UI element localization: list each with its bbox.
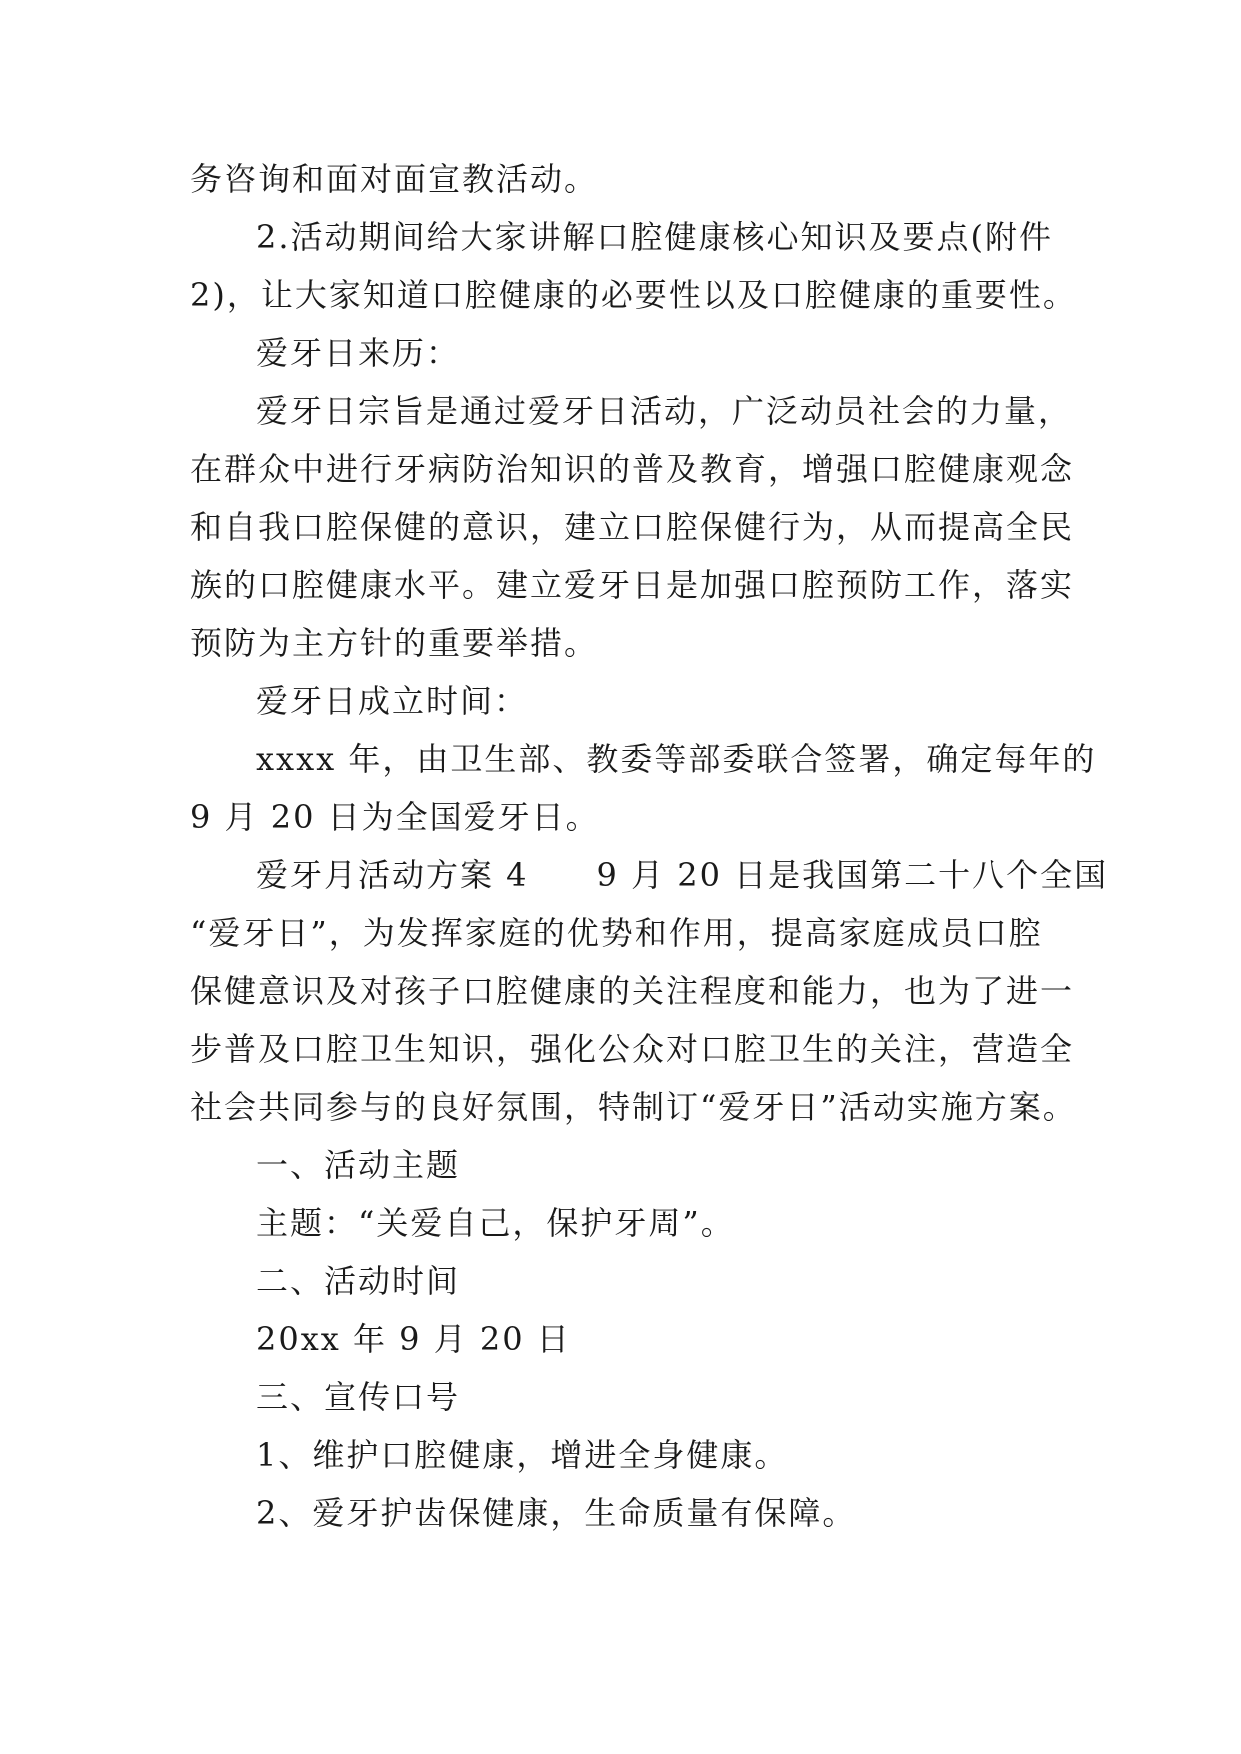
text-line: 预防为主方针的重要举措。 [190,624,599,662]
text-line: 社会共同参与的良好氛围，特制订“爱牙日”活动实施方案。 [190,1088,1077,1126]
text-line: 2)，让大家知道口腔健康的必要性以及口腔健康的重要性。 [190,276,1077,314]
text-line: 和自我口腔保健的意识，建立口腔保健行为，从而提高全民 [190,508,1075,546]
text-line: 族的口腔健康水平。建立爱牙日是加强口腔预防工作，落实 [190,566,1075,604]
text-line: 步普及口腔卫生知识，强化公众对口腔卫生的关注，营造全 [190,1030,1075,1068]
text-line: 9 月 20 日为全国爱牙日。 [190,798,600,836]
text-line: 2.活动期间给大家讲解口腔健康核心知识及要点(附件 [256,218,1054,256]
text-line: 在群众中进行牙病防治知识的普及教育，增强口腔健康观念 [190,450,1075,488]
text-line: 爱牙月活动方案 4 9 月 20 日是我国第二十八个全国 [256,856,1109,894]
text-line: 务咨询和面对面宣教活动。 [190,160,599,198]
section-heading: 二、活动时间 [256,1262,461,1300]
text-line: 保健意识及对孩子口腔健康的关注程度和能力，也为了进一 [190,972,1075,1010]
text-line: 爱牙日宗旨是通过爱牙日活动，广泛动员社会的力量， [256,392,1073,430]
text-line: xxxx 年，由卫生部、教委等部委联合签署，确定每年的 [256,740,1097,778]
text-line: 20xx 年 9 月 20 日 [256,1320,571,1358]
document-body [190,150,1109,1542]
section-heading: 爱牙日成立时间： [256,682,529,720]
section-heading: 三、宣传口号 [256,1378,461,1416]
text-line: 主题：“关爱自己，保护牙周”。 [256,1204,735,1242]
section-heading: 一、活动主题 [256,1146,461,1184]
list-item: 1、维护口腔健康，增进全身健康。 [256,1436,789,1474]
list-item: 2、爱牙护齿保健康，生命质量有保障。 [256,1494,857,1532]
text-line: “爱牙日”，为发挥家庭的优势和作用，提高家庭成员口腔 [190,914,1043,952]
section-heading: 爱牙日来历： [256,334,461,372]
